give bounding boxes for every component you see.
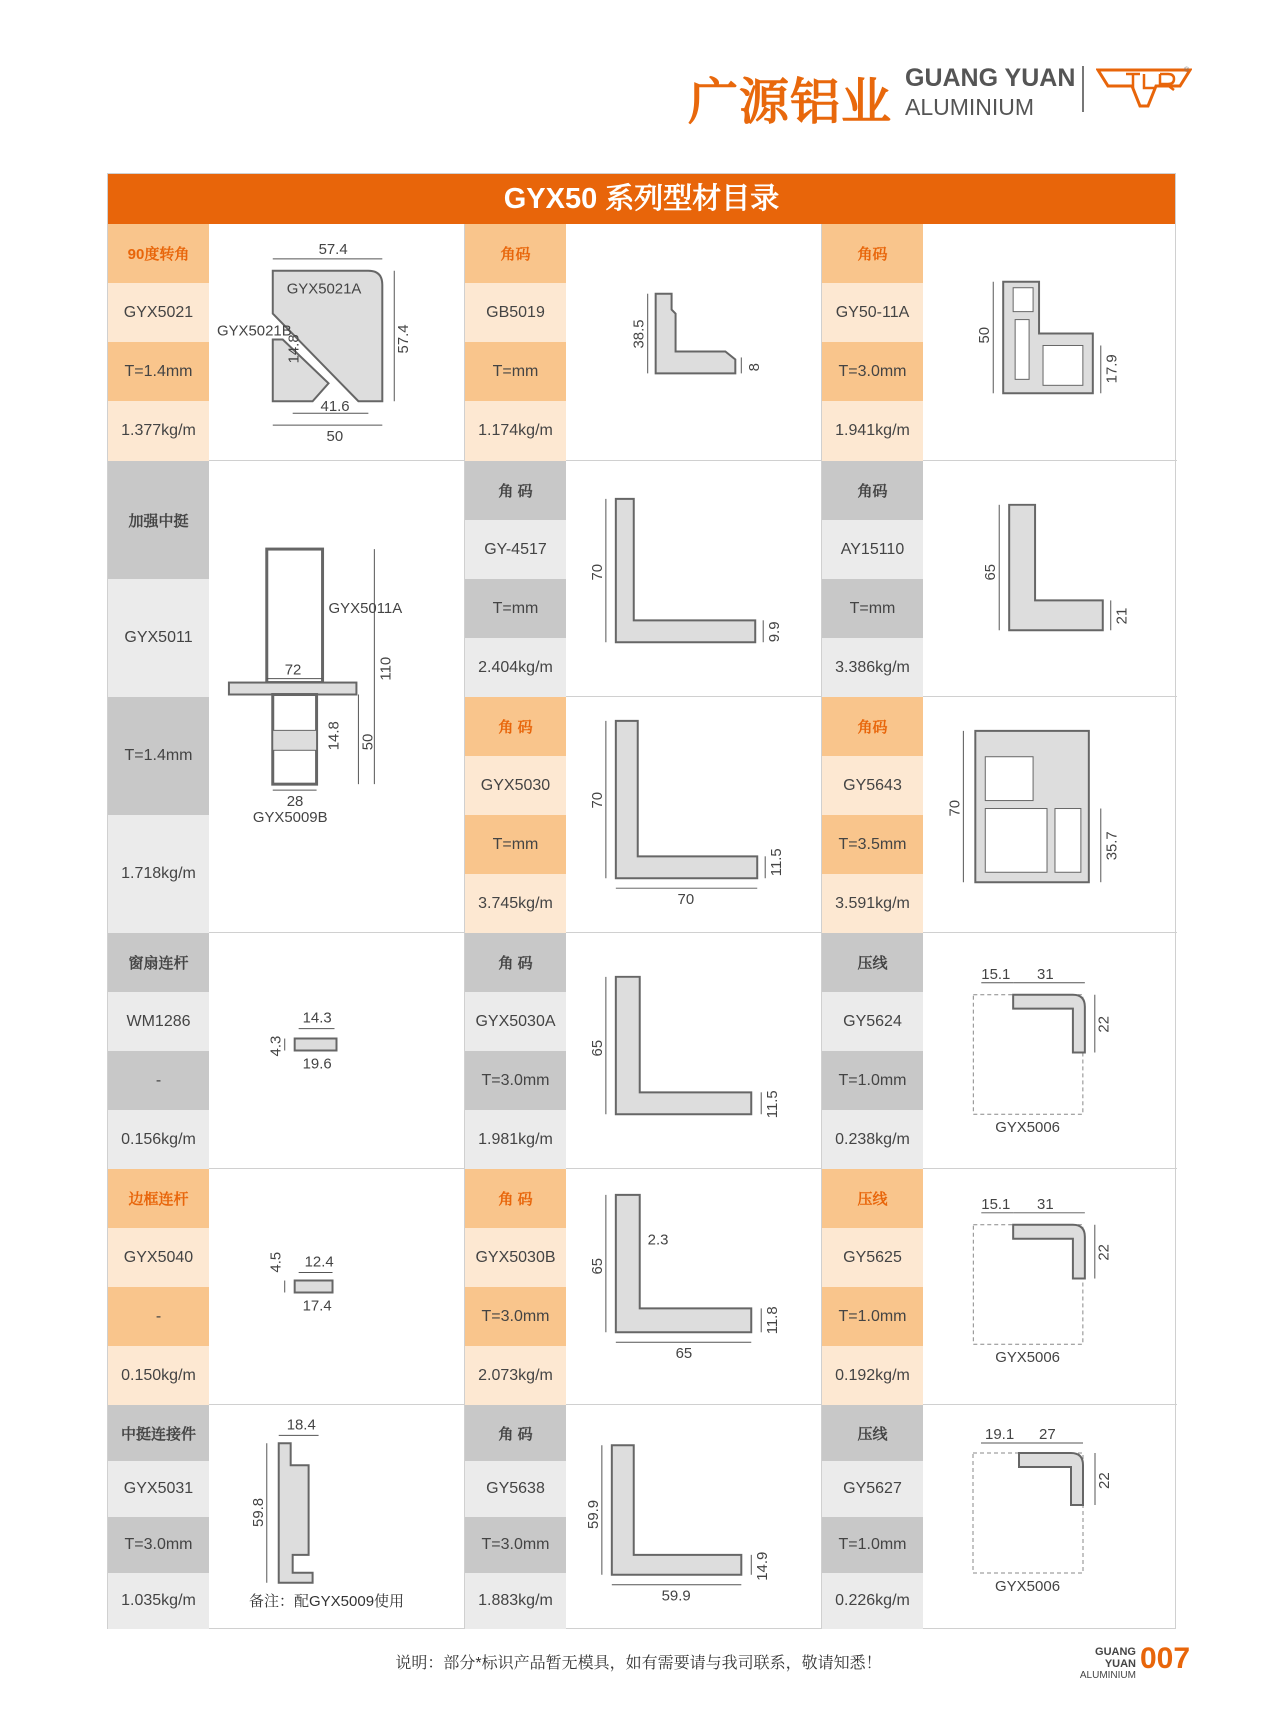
dimension-label: 72: [284, 661, 302, 679]
profile-drawing: [566, 1169, 821, 1404]
dimension-label: GYX5006: [995, 1119, 1060, 1137]
profile-category: 角码: [822, 697, 923, 756]
profile-cell: [822, 933, 1177, 1169]
dimension-label: 11.8: [764, 1306, 782, 1335]
profile-catalog: [107, 173, 1176, 1629]
profile-thickness: T=1.0mm: [822, 1517, 923, 1573]
profile-drawing: [923, 697, 1177, 932]
profile-category: 压线: [822, 1169, 923, 1228]
dimension-label: 57.4: [318, 240, 348, 258]
profile-labels: [465, 1169, 566, 1404]
profile-code: GYX5030: [465, 756, 566, 815]
profile-cell: [108, 933, 465, 1169]
footer-brand: [1066, 1646, 1136, 1682]
dimension-label: 4.5: [267, 1251, 285, 1273]
dimension-label: 59.9: [584, 1499, 602, 1529]
profile-code: GY5625: [822, 1228, 923, 1287]
profile-weight: 3.745kg/m: [465, 874, 566, 933]
profile-category: 窗扇连杆: [108, 933, 209, 992]
profile-category: 边框连杆: [108, 1169, 209, 1228]
profile-labels: [465, 933, 566, 1168]
dimension-label: 21: [1113, 607, 1131, 625]
dimension-label: 50: [326, 428, 344, 446]
profile-cell: [822, 224, 1177, 461]
dimension-label: 35.7: [1103, 831, 1121, 861]
profile-cell: [108, 461, 465, 933]
dimension-label: 12.4: [304, 1253, 334, 1271]
dimension-label: 65: [588, 1257, 606, 1275]
dimension-label: 14.8: [325, 721, 343, 751]
profile-weight: 0.226kg/m: [822, 1573, 923, 1629]
dimension-label: 9.9: [766, 621, 784, 643]
profile-cell: [822, 1405, 1177, 1629]
profile-thickness: T=1.4mm: [108, 697, 209, 815]
dimension-label: 38.5: [630, 319, 648, 349]
profile-code: AY15110: [822, 520, 923, 579]
profile-drawing: [923, 933, 1177, 1168]
profile-drawing: [923, 224, 1177, 460]
profile-drawing: [566, 1405, 821, 1629]
dimension-label: 27: [1039, 1426, 1056, 1443]
profile-labels: [822, 1405, 923, 1629]
profile-category: 压线: [822, 933, 923, 992]
dimension-label: 70: [946, 799, 964, 817]
profile-category: 角码: [465, 224, 566, 283]
dimension-label: GYX5021B: [217, 322, 292, 340]
dimension-label: 17.9: [1103, 354, 1121, 384]
dimension-label: 65: [982, 563, 1000, 581]
dimension-label: 17.4: [302, 1297, 332, 1315]
profile-drawing: [209, 933, 464, 1168]
profile-cell: [465, 1169, 822, 1405]
dimension-label: 65: [588, 1039, 606, 1057]
dimension-label: GYX5006: [995, 1578, 1061, 1595]
profile-weight: 1.941kg/m: [822, 401, 923, 461]
profile-code: GYX5021: [108, 283, 209, 342]
profile-thickness: T=1.0mm: [822, 1287, 923, 1346]
dimension-label: 28: [286, 793, 304, 811]
profile-code: WM1286: [108, 992, 209, 1051]
dimension-label: GYX5006: [995, 1349, 1060, 1367]
profile-code: GY5638: [465, 1461, 566, 1517]
dimension-label: 18.4: [286, 1416, 316, 1434]
profile-labels: [822, 697, 923, 932]
dimension-label: 14.9: [754, 1551, 772, 1581]
profile-category: 角码: [822, 461, 923, 520]
gyr-logo-icon: [1096, 66, 1192, 112]
page-header: [0, 62, 1277, 132]
profile-thickness: T=3.0mm: [822, 342, 923, 401]
dimension-label: 15.1: [981, 1195, 1011, 1213]
dimension-label: 59.9: [661, 1587, 691, 1605]
profile-category: 压线: [822, 1405, 923, 1461]
svg-text:®: ®: [1184, 67, 1190, 74]
profile-category: 角 码: [465, 697, 566, 756]
profile-labels: [822, 224, 923, 460]
profile-labels: [822, 1169, 923, 1404]
brand-separator: [1082, 66, 1084, 112]
profile-thickness: T=1.0mm: [822, 1051, 923, 1110]
profile-code: GB5019: [465, 283, 566, 342]
dimension-label: 65: [675, 1345, 693, 1363]
profile-weight: 1.035kg/m: [108, 1573, 209, 1629]
profile-thickness: T=3.5mm: [822, 815, 923, 874]
dimension-label: 110: [377, 656, 395, 681]
footer-brand-line2: ALUMINIUM: [1079, 1670, 1136, 1681]
profile-thickness: -: [108, 1287, 209, 1346]
dimension-label: 22: [1096, 1472, 1113, 1489]
profile-thickness: T=mm: [465, 815, 566, 874]
profile-weight: 0.192kg/m: [822, 1346, 923, 1405]
profile-cell: [465, 224, 822, 461]
dimension-label: 59.8: [249, 1497, 267, 1527]
profile-cell: [822, 697, 1177, 933]
profile-thickness: T=3.0mm: [465, 1051, 566, 1110]
profile-thickness: T=1.4mm: [108, 342, 209, 401]
dimension-label: 14.8: [285, 334, 303, 364]
profile-code: GYX5040: [108, 1228, 209, 1287]
profile-cell: [108, 1169, 465, 1405]
profile-code: GY5627: [822, 1461, 923, 1517]
profile-labels: [108, 461, 209, 932]
dimension-label: 70: [588, 563, 606, 581]
profile-category: 90度转角: [108, 224, 209, 283]
profile-note: 备注：配GYX5009使用: [249, 1593, 405, 1610]
profile-drawing: [566, 933, 821, 1168]
profile-thickness: T=mm: [465, 579, 566, 638]
dimension-label: 8: [746, 363, 764, 372]
footer-brand-line1: GUANG YUAN: [1095, 1646, 1136, 1670]
profile-weight: 1.981kg/m: [465, 1110, 566, 1169]
profile-weight: 0.150kg/m: [108, 1346, 209, 1405]
profile-cell: [822, 1169, 1177, 1405]
profile-labels: [108, 224, 209, 460]
profile-labels: [465, 1405, 566, 1629]
profile-thickness: T=mm: [822, 579, 923, 638]
profile-thickness: -: [108, 1051, 209, 1110]
profile-category: 角 码: [465, 461, 566, 520]
profile-weight: 1.718kg/m: [108, 815, 209, 933]
dimension-label: 19.1: [985, 1426, 1015, 1443]
profile-weight: 1.377kg/m: [108, 401, 209, 461]
profile-code: GYX5031: [108, 1461, 209, 1517]
profile-drawing: [209, 461, 464, 932]
profile-thickness: T=3.0mm: [108, 1517, 209, 1573]
dimension-label: 50: [359, 733, 377, 751]
profile-drawing: [209, 1405, 464, 1629]
profile-category: 角码: [822, 224, 923, 283]
dimension-label: 31: [1037, 965, 1054, 983]
dimension-label: GYX5009B: [252, 809, 328, 827]
dimension-label: 57.4: [395, 324, 413, 354]
profile-cell: [465, 697, 822, 933]
profile-cell: [465, 461, 822, 697]
profile-labels: [822, 933, 923, 1168]
dimension-label: 19.6: [302, 1055, 332, 1073]
brand-name-en-line1: GUANG YUAN: [905, 64, 1076, 92]
profile-labels: [108, 1405, 209, 1629]
profile-drawing: [566, 224, 821, 460]
dimension-label: 11.5: [768, 848, 786, 877]
dimension-label: 41.6: [320, 398, 350, 416]
profile-weight: 0.238kg/m: [822, 1110, 923, 1169]
dimension-label: 14.3: [302, 1009, 332, 1027]
brand-name-en-line2: ALUMINIUM: [905, 94, 1035, 120]
profile-code: GY5624: [822, 992, 923, 1051]
profile-labels: [465, 224, 566, 460]
profile-labels: [465, 697, 566, 932]
profile-code: GY-4517: [465, 520, 566, 579]
brand-name-cn: 广源铝业: [688, 73, 892, 131]
profile-thickness: T=3.0mm: [465, 1287, 566, 1346]
profile-weight: 3.386kg/m: [822, 638, 923, 697]
profile-cell: [108, 224, 465, 461]
profile-thickness: T=mm: [465, 342, 566, 401]
footer-note: 说明：部分*标识产品暂无模具，如有需要请与我司联系，敬请知悉！: [395, 1655, 882, 1672]
profile-weight: 1.174kg/m: [465, 401, 566, 461]
profile-drawing: [923, 461, 1177, 696]
profile-category: 角 码: [465, 933, 566, 992]
profile-category: 角 码: [465, 1405, 566, 1461]
profile-cell: [465, 933, 822, 1169]
profile-drawing: [209, 1169, 464, 1404]
profile-drawing: [923, 1169, 1177, 1404]
catalog-title: GYX50 系列型材目录: [108, 174, 1175, 224]
profile-drawing: [566, 461, 821, 696]
profile-weight: 0.156kg/m: [108, 1110, 209, 1169]
dimension-label: 31: [1037, 1195, 1054, 1213]
dimension-label: 70: [677, 891, 695, 909]
profile-drawing: [566, 697, 821, 932]
dimension-label: 22: [1095, 1015, 1113, 1033]
profile-category: 加强中挺: [108, 461, 209, 579]
profile-weight: 3.591kg/m: [822, 874, 923, 933]
dimension-label: GYX5021A: [286, 280, 362, 298]
profile-labels: [108, 1169, 209, 1404]
profile-code: GY5643: [822, 756, 923, 815]
profile-code: GYX5030B: [465, 1228, 566, 1287]
dimension-label: 15.1: [981, 965, 1011, 983]
profile-cell: [465, 1405, 822, 1629]
dimension-label: 11.5: [764, 1090, 782, 1119]
page-number: 007: [1140, 1642, 1191, 1675]
dimension-label: 2.3: [647, 1231, 669, 1249]
profile-code: GYX5011: [108, 579, 209, 697]
profile-cell: [108, 1405, 465, 1629]
profile-labels: [465, 461, 566, 696]
dimension-label: 22: [1095, 1244, 1113, 1261]
profile-code: GY50-11A: [822, 283, 923, 342]
profile-category: 中挺连接件: [108, 1405, 209, 1461]
dimension-label: 4.3: [267, 1035, 285, 1057]
profile-weight: 1.883kg/m: [465, 1573, 566, 1629]
profile-weight: 2.404kg/m: [465, 638, 566, 697]
dimension-label: GYX5011A: [328, 599, 403, 617]
profile-cell: [822, 461, 1177, 697]
profile-drawing: [209, 224, 464, 460]
profile-thickness: T=3.0mm: [465, 1517, 566, 1573]
dimension-label: 70: [588, 791, 606, 809]
profile-category: 角 码: [465, 1169, 566, 1228]
profile-labels: [108, 933, 209, 1168]
profile-labels: [822, 461, 923, 696]
profile-weight: 2.073kg/m: [465, 1346, 566, 1405]
profile-code: GYX5030A: [465, 992, 566, 1051]
dimension-label: 50: [976, 326, 994, 344]
profile-drawing: [923, 1405, 1177, 1629]
